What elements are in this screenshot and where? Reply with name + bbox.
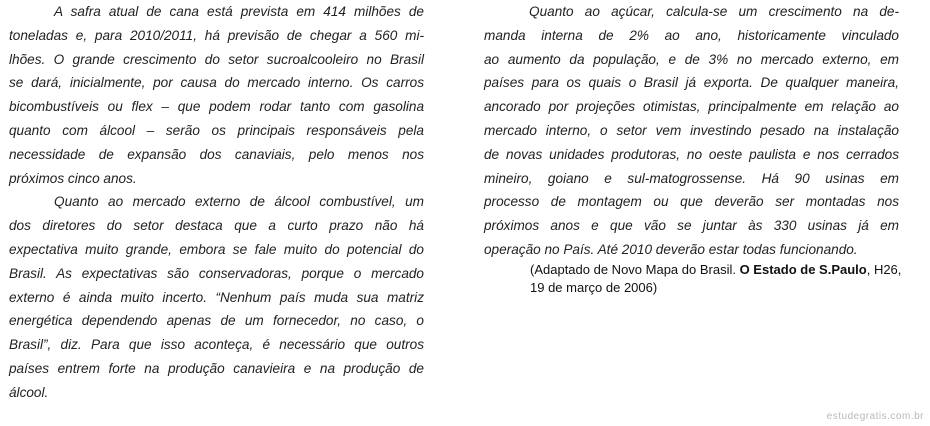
text-line: processo de montagem ou que deverão ser montadas nos — [484, 194, 899, 210]
text-line: bicombustíveis ou flex – que podem rodar tanto com gasolina — [9, 99, 424, 115]
text-line: necessidade de expansão dos canaviais, pelo menos nos — [9, 146, 424, 162]
text-line: Brasil”, diz. Para que isso aconteça, é necessário que outros — [9, 337, 424, 353]
text-line: álcool. — [9, 384, 49, 400]
text-line: dos diretores do setor destaca que a curto prazo não há — [9, 218, 424, 234]
citation-date: 19 de março de 2006) — [530, 280, 658, 295]
text-line: ancorado por projeções otimistas, principalmente em relação ao — [484, 99, 899, 115]
text-line: países para os quais o Brasil já exporta. De qualquer maneira, — [484, 75, 899, 91]
citation-prefix: (Adaptado de Novo Mapa do Brasil. — [530, 262, 740, 277]
text-line: se dará, inicialmente, por causa do mercado interno. Os carros — [9, 75, 424, 91]
text-line: A safra atual de cana está prevista em 414 milhões de — [54, 4, 424, 19]
citation — [530, 261, 902, 297]
text-line: manda interna de 2% ao ano, historicamente vinculado — [484, 27, 899, 43]
text-line: países entrem forte na produção canavieira e na produção de — [9, 360, 424, 376]
text-line: próximos anos e que vão se juntar às 330 usinas já em — [484, 218, 899, 234]
citation-suffix: , H26, — [866, 262, 902, 277]
right-column — [484, 0, 899, 262]
text-line: Brasil. As expectativas são conservadoras, porque o mercado — [9, 265, 424, 281]
text-line: externo é ainda muito incerto. “Nenhum país muda sua matriz — [9, 289, 424, 305]
watermark: estudegratis.com.br — [826, 411, 924, 422]
text-line: Quanto ao açúcar, calcula-se um crescimento na de- — [529, 4, 899, 19]
text-line: lhões. O grande crescimento do setor sucroalcooleiro no Brasil — [9, 51, 424, 67]
text-line: de novas unidades produtoras, no oeste paulista e nos cerrados — [484, 146, 899, 162]
text-line: quanto com álcool – serão os principais responsáveis pela — [9, 122, 424, 138]
text-line: toneladas e, para 2010/2011, há previsão de chegar a 560 mi- — [9, 27, 424, 43]
text-line: expectativa muito grande, embora se fale muito do potencial do — [9, 241, 424, 257]
citation-source: O Estado de S.Paulo — [739, 262, 867, 277]
left-column — [9, 0, 424, 405]
text-line: mercado interno, o setor vem investindo pesado na instalação — [484, 122, 899, 138]
text-line: mineiro, goiano e sul-matogrossense. Há 90 usinas em — [484, 170, 899, 186]
text-line: Quanto ao mercado externo de álcool combustível, um — [54, 194, 424, 210]
text-line: operação no País. Até 2010 deverão estar todas funcionando. — [484, 241, 858, 257]
text-line: próximos cinco anos. — [9, 170, 137, 186]
text-line: ao aumento da população, e de 3% no mercado externo, em — [484, 51, 899, 67]
text-line: energética dependendo apenas de um fornecedor, no caso, o — [9, 313, 424, 329]
